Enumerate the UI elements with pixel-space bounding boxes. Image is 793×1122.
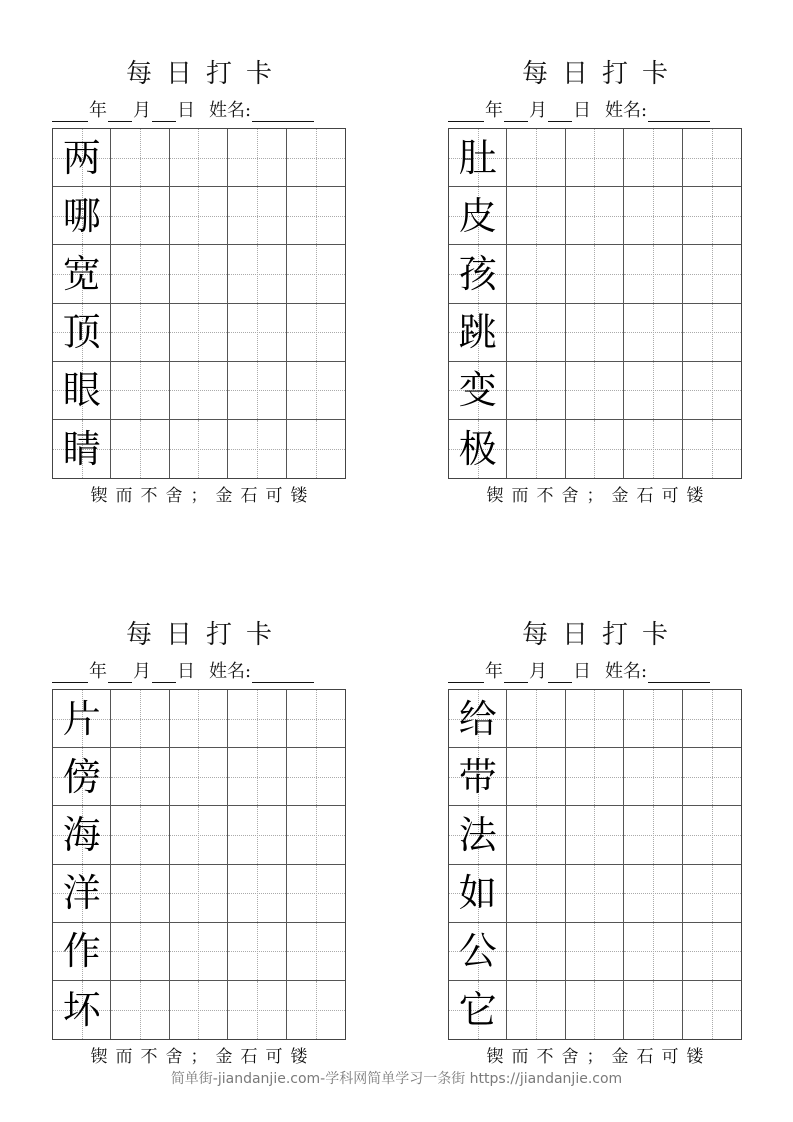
model-character: 跳 <box>458 310 497 355</box>
model-character: 给 <box>458 696 497 741</box>
practice-cell[interactable] <box>287 129 345 187</box>
practice-cell[interactable] <box>228 748 286 806</box>
model-character-cell <box>53 362 111 420</box>
practice-cell[interactable] <box>170 187 228 245</box>
model-character: 如 <box>458 871 497 916</box>
month-label: 月 <box>529 100 547 121</box>
model-character-cell <box>53 865 111 923</box>
practice-cell[interactable] <box>566 362 624 420</box>
card-title: 每日打卡 <box>125 59 286 89</box>
practice-cell[interactable] <box>683 362 741 420</box>
model-character-cell <box>53 748 111 806</box>
motto: 锲而不舍；金石可镂 <box>486 486 712 506</box>
practice-cell[interactable] <box>624 806 682 864</box>
practice-cell[interactable] <box>170 304 228 362</box>
year-label: 年 <box>485 661 503 682</box>
practice-cell[interactable] <box>170 245 228 303</box>
model-character: 作 <box>62 929 101 974</box>
practice-cell[interactable] <box>624 362 682 420</box>
month-label: 月 <box>529 661 547 682</box>
practice-cell[interactable] <box>624 981 682 1039</box>
practice-card-bottom-right <box>448 617 742 1074</box>
name-blank[interactable] <box>252 665 314 683</box>
practice-cell[interactable] <box>111 420 169 478</box>
practice-cell[interactable] <box>624 304 682 362</box>
model-character: 皮 <box>458 193 497 238</box>
practice-cell[interactable] <box>111 362 169 420</box>
model-character: 哪 <box>62 193 101 238</box>
model-character-cell <box>449 690 507 748</box>
practice-cell[interactable] <box>507 304 565 362</box>
practice-cell[interactable] <box>287 981 345 1039</box>
practice-cell[interactable] <box>566 690 624 748</box>
practice-cell[interactable] <box>228 245 286 303</box>
practice-cell[interactable] <box>111 187 169 245</box>
model-character-cell <box>449 304 507 362</box>
model-character-cell <box>449 981 507 1039</box>
name-blank[interactable] <box>648 665 710 683</box>
day-blank[interactable] <box>152 665 176 683</box>
model-character: 坏 <box>62 987 101 1032</box>
practice-cell[interactable] <box>228 187 286 245</box>
name-label: 姓名: <box>605 100 648 121</box>
practice-cell[interactable] <box>111 690 169 748</box>
practice-cell[interactable] <box>287 304 345 362</box>
motto: 锲而不舍；金石可镂 <box>90 486 316 506</box>
model-character: 宽 <box>62 251 101 296</box>
model-character-cell <box>53 129 111 187</box>
practice-cell[interactable] <box>170 362 228 420</box>
year-blank[interactable] <box>52 104 88 122</box>
practice-cell[interactable] <box>287 923 345 981</box>
practice-cell[interactable] <box>287 362 345 420</box>
model-character-cell <box>53 187 111 245</box>
name-blank[interactable] <box>252 104 314 122</box>
practice-cell[interactable] <box>624 748 682 806</box>
practice-card-top-left <box>52 56 346 513</box>
practice-cell[interactable] <box>228 362 286 420</box>
practice-cell[interactable] <box>683 187 741 245</box>
practice-cell[interactable] <box>507 690 565 748</box>
month-blank[interactable] <box>108 104 132 122</box>
year-label: 年 <box>485 100 503 121</box>
name-label: 姓名: <box>605 661 648 682</box>
model-character: 傍 <box>62 754 101 799</box>
practice-cell[interactable] <box>566 304 624 362</box>
month-label: 月 <box>133 661 151 682</box>
date-name-line <box>52 653 346 689</box>
practice-cell[interactable] <box>287 187 345 245</box>
practice-cell[interactable] <box>507 129 565 187</box>
model-character-cell <box>449 806 507 864</box>
practice-cell[interactable] <box>170 748 228 806</box>
model-character: 带 <box>458 754 497 799</box>
model-character: 肚 <box>458 135 497 180</box>
practice-cell[interactable] <box>624 923 682 981</box>
practice-cell[interactable] <box>170 865 228 923</box>
practice-cell[interactable] <box>683 304 741 362</box>
tianzige-grid <box>448 128 742 479</box>
model-character: 变 <box>458 368 497 413</box>
model-character: 极 <box>458 426 497 471</box>
practice-card-bottom-left <box>52 617 346 1074</box>
card-title: 每日打卡 <box>521 620 682 650</box>
name-label: 姓名: <box>209 100 252 121</box>
practice-cell[interactable] <box>170 981 228 1039</box>
practice-cell[interactable] <box>683 690 741 748</box>
date-name-line <box>448 92 742 128</box>
practice-cell[interactable] <box>566 748 624 806</box>
practice-cell[interactable] <box>566 245 624 303</box>
model-character: 它 <box>458 987 497 1032</box>
practice-cell[interactable] <box>170 806 228 864</box>
practice-cell[interactable] <box>507 981 565 1039</box>
practice-cell[interactable] <box>287 748 345 806</box>
month-label: 月 <box>133 100 151 121</box>
model-character: 睛 <box>62 426 101 471</box>
practice-cell[interactable] <box>111 923 169 981</box>
name-label: 姓名: <box>209 661 252 682</box>
month-blank[interactable] <box>504 665 528 683</box>
practice-card-top-right <box>448 56 742 513</box>
practice-cell[interactable] <box>566 129 624 187</box>
practice-cell[interactable] <box>683 981 741 1039</box>
practice-cell[interactable] <box>507 923 565 981</box>
model-character: 片 <box>62 696 101 741</box>
practice-cell[interactable] <box>683 420 741 478</box>
day-label: 日 <box>573 100 591 121</box>
motto: 锲而不舍；金石可镂 <box>90 1047 316 1067</box>
year-blank[interactable] <box>448 104 484 122</box>
practice-cell[interactable] <box>624 690 682 748</box>
practice-cell[interactable] <box>624 865 682 923</box>
tianzige-grid <box>52 128 346 479</box>
model-character-cell <box>53 245 111 303</box>
practice-cell[interactable] <box>111 865 169 923</box>
practice-cell[interactable] <box>228 981 286 1039</box>
model-character-cell <box>53 981 111 1039</box>
practice-cell[interactable] <box>287 806 345 864</box>
model-character: 海 <box>62 812 101 857</box>
tianzige-grid <box>448 689 742 1040</box>
model-character: 两 <box>62 135 101 180</box>
practice-cell[interactable] <box>683 806 741 864</box>
practice-cell[interactable] <box>228 304 286 362</box>
model-character: 眼 <box>62 368 101 413</box>
day-label: 日 <box>177 661 195 682</box>
tianzige-grid <box>52 689 346 1040</box>
practice-cell[interactable] <box>683 748 741 806</box>
model-character-cell <box>449 420 507 478</box>
practice-cell[interactable] <box>111 245 169 303</box>
practice-cell[interactable] <box>566 420 624 478</box>
practice-cell[interactable] <box>624 129 682 187</box>
model-character-cell <box>449 362 507 420</box>
model-character-cell <box>53 690 111 748</box>
footer-watermark: 简单街-jiandanjie.com-学科网简单学习一条街 https://jiandanjie.com <box>170 1071 623 1087</box>
model-character: 法 <box>458 812 497 857</box>
practice-cell[interactable] <box>683 865 741 923</box>
practice-cell[interactable] <box>170 690 228 748</box>
name-blank[interactable] <box>648 104 710 122</box>
practice-cell[interactable] <box>507 245 565 303</box>
practice-cell[interactable] <box>170 923 228 981</box>
practice-cell[interactable] <box>111 129 169 187</box>
practice-cell[interactable] <box>507 420 565 478</box>
practice-cell[interactable] <box>566 923 624 981</box>
model-character-cell <box>449 245 507 303</box>
model-character-cell <box>449 187 507 245</box>
practice-cell[interactable] <box>507 865 565 923</box>
model-character-cell <box>449 923 507 981</box>
practice-cell[interactable] <box>228 690 286 748</box>
practice-cell[interactable] <box>228 865 286 923</box>
practice-cell[interactable] <box>683 129 741 187</box>
model-character-cell <box>449 865 507 923</box>
year-label: 年 <box>89 100 107 121</box>
model-character-cell <box>449 748 507 806</box>
practice-cell[interactable] <box>566 981 624 1039</box>
model-character: 孩 <box>458 251 497 296</box>
practice-cell[interactable] <box>287 245 345 303</box>
practice-cell[interactable] <box>507 187 565 245</box>
motto: 锲而不舍；金石可镂 <box>486 1047 712 1067</box>
day-label: 日 <box>573 661 591 682</box>
model-character: 顶 <box>62 310 101 355</box>
practice-cell[interactable] <box>624 245 682 303</box>
practice-cell[interactable] <box>111 806 169 864</box>
practice-cell[interactable] <box>170 420 228 478</box>
year-blank[interactable] <box>448 665 484 683</box>
date-name-line <box>52 92 346 128</box>
practice-cell[interactable] <box>228 806 286 864</box>
practice-cell[interactable] <box>566 806 624 864</box>
practice-cell[interactable] <box>170 129 228 187</box>
model-character-cell <box>53 923 111 981</box>
month-blank[interactable] <box>108 665 132 683</box>
year-blank[interactable] <box>52 665 88 683</box>
date-name-line <box>448 653 742 689</box>
day-label: 日 <box>177 100 195 121</box>
practice-cell[interactable] <box>566 865 624 923</box>
practice-cell[interactable] <box>111 748 169 806</box>
practice-cell[interactable] <box>287 420 345 478</box>
model-character: 洋 <box>62 871 101 916</box>
practice-cell[interactable] <box>228 129 286 187</box>
month-blank[interactable] <box>504 104 528 122</box>
practice-cell[interactable] <box>507 362 565 420</box>
day-blank[interactable] <box>548 104 572 122</box>
practice-cell[interactable] <box>624 187 682 245</box>
card-title: 每日打卡 <box>125 620 286 650</box>
day-blank[interactable] <box>152 104 176 122</box>
practice-cell[interactable] <box>683 923 741 981</box>
practice-cell[interactable] <box>111 304 169 362</box>
model-character: 公 <box>458 929 497 974</box>
day-blank[interactable] <box>548 665 572 683</box>
practice-cell[interactable] <box>566 187 624 245</box>
practice-cell[interactable] <box>507 806 565 864</box>
practice-cell[interactable] <box>111 981 169 1039</box>
model-character-cell <box>53 304 111 362</box>
practice-cell[interactable] <box>287 690 345 748</box>
practice-cell[interactable] <box>507 748 565 806</box>
practice-cell[interactable] <box>228 923 286 981</box>
model-character-cell <box>449 129 507 187</box>
card-title: 每日打卡 <box>521 59 682 89</box>
practice-cell[interactable] <box>287 865 345 923</box>
practice-cell[interactable] <box>228 420 286 478</box>
model-character-cell <box>53 420 111 478</box>
model-character-cell <box>53 806 111 864</box>
practice-cell[interactable] <box>683 245 741 303</box>
year-label: 年 <box>89 661 107 682</box>
practice-cell[interactable] <box>624 420 682 478</box>
